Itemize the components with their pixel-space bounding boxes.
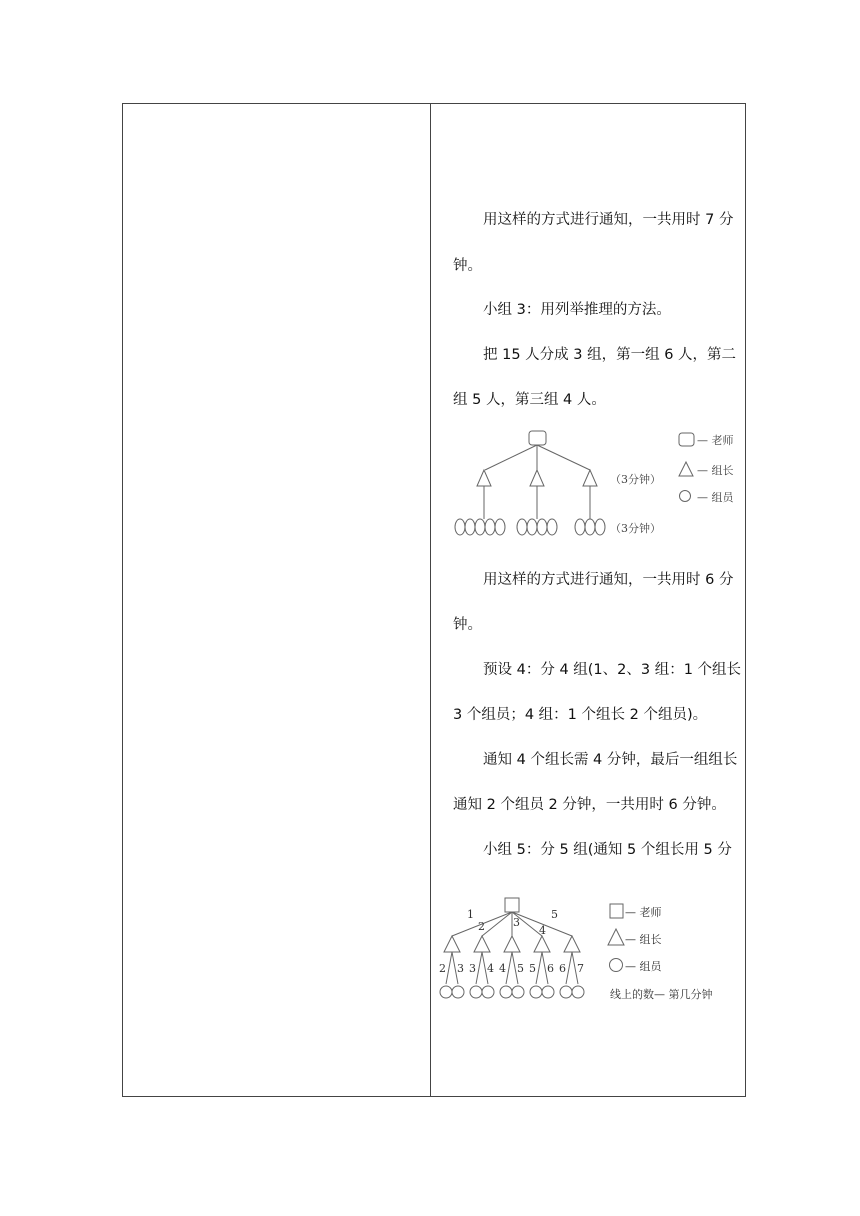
text-line: 把 15 人分成 3 组，第一组 6 人，第二 [483,347,737,363]
diagram-label: （3分钟） [610,473,661,486]
diagram-label: 4 [539,924,546,937]
diagram-label: 3 [513,916,520,929]
diagram-label: 3 [469,962,476,975]
diagram-shape [435,888,745,906]
text-line: 通知 2 个组员 2 分钟，一共用时 6 分钟。 [453,797,726,813]
leader-node [477,470,491,486]
diagram-shape [679,462,693,476]
diagram-shape [455,519,465,535]
diagram-label: — 组员 [625,960,662,973]
diagram-label: — 老师 [625,906,662,919]
diagram-label: — 组员 [697,491,734,504]
diagram-shape [512,986,524,998]
diagram-shape [595,519,605,535]
left-cell [123,104,430,1096]
diagram-label: 4 [487,962,494,975]
diagram-shape [527,519,537,535]
diagram-shape [500,986,512,998]
diagram-shape [585,519,595,535]
diagram-label: 3 [457,962,464,975]
diagram-label: 5 [517,962,524,975]
diagram-label: 5 [551,908,558,921]
diagram-shape [446,952,452,984]
text-line: 组 5 人，第三组 4 人。 [453,392,606,408]
diagram-shape [530,986,542,998]
diagram-label: — 老师 [697,434,734,447]
diagram-shape [517,519,527,535]
diagram-shape [440,986,452,998]
leader-node [474,936,490,952]
diagram-shape [680,491,691,502]
diagram-shape [608,929,624,945]
text-line: 小组 3：用列举推理的方法。 [483,302,671,318]
teacher-node [529,431,546,445]
diagram-shape [537,519,547,535]
text-line: 预设 4：分 4 组(1、2、3 组：1 个组长 [483,662,742,678]
diagram-label: 6 [547,962,554,975]
diagram-shape [679,433,694,446]
diagram-shape [537,445,590,470]
diagram-shape [610,959,623,972]
diagram-shape [452,986,464,998]
text-line: 用这样的方式进行通知，一共用时 7 分 [483,212,734,228]
document-table [122,103,746,1097]
diagram-shape [542,986,554,998]
diagram-shape [506,952,512,984]
right-cell [431,104,745,1096]
diagram-shape [465,519,475,535]
diagram-label: 2 [478,920,485,933]
diagram-label: 线上的数— 第几分钟 [610,988,713,1001]
diagram-label: 4 [499,962,506,975]
text-line: 通知 4 个组长需 4 分钟，最后一组组长 [483,752,738,768]
text-line: 3 个组员；4 组：1 个组长 2 个组员)。 [453,707,708,723]
diagram-shape [470,986,482,998]
leader-node [444,936,460,952]
diagram-label: 5 [529,962,536,975]
text-line: 钟。 [453,617,482,633]
diagram-shape [495,519,505,535]
notification-tree-diagram-5-groups [435,888,745,1008]
leader-node [530,470,544,486]
diagram-shape [475,519,485,535]
diagram-shape [485,445,537,470]
diagram-label: 6 [559,962,566,975]
diagram-shape [476,952,482,984]
leader-node [564,936,580,952]
notification-tree-diagram-3-groups [445,428,745,538]
text-line: 小组 5：分 5 组(通知 5 个组长用 5 分 [483,842,732,858]
text-line: 用这样的方式进行通知，一共用时 6 分 [483,572,734,588]
diagram-label: 1 [467,908,474,921]
diagram-label: 7 [577,962,584,975]
diagram-shape [536,952,542,984]
leader-node [504,936,520,952]
diagram-shape [560,986,572,998]
leader-node [583,470,597,486]
diagram-shape [547,519,557,535]
diagram-label: 2 [439,962,446,975]
diagram-label: （3分钟） [610,522,661,535]
diagram-shape [610,904,623,918]
diagram-label: — 组长 [625,933,662,946]
diagram-label: — 组长 [697,464,734,477]
diagram-shape [566,952,572,984]
diagram-shape [572,986,584,998]
diagram-shape [575,519,585,535]
diagram-shape [482,912,512,936]
leader-node [534,936,550,952]
diagram-shape [482,986,494,998]
text-line: 钟。 [453,258,482,274]
diagram-shape [485,519,495,535]
